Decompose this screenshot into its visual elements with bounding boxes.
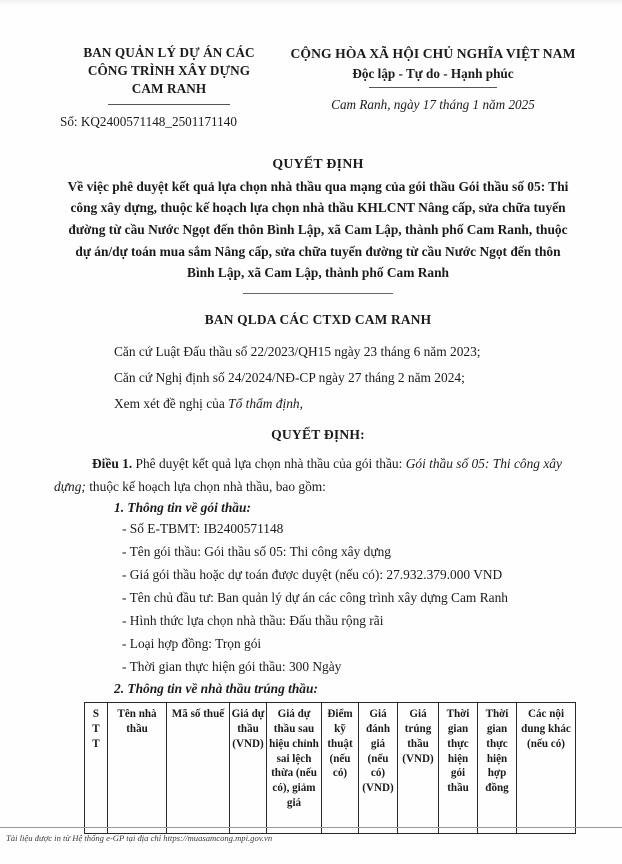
motto-divider-rule <box>369 87 497 88</box>
column-header-stt <box>85 703 108 834</box>
package-item-selection-method: - Hình thức lựa chọn nhà thầu: Đấu thầu rộng rãi <box>122 612 384 628</box>
article-label: Điều 1. <box>92 455 133 471</box>
section-1-heading: 1. Thông tin về gói thầu: <box>114 499 251 515</box>
article-1-paragraph <box>54 452 582 498</box>
column-header-evaluated-price: Giá đánh giá (nếu có) (VND) <box>359 703 398 834</box>
stt-letter-3: T <box>92 737 100 750</box>
page-top-band <box>0 0 622 5</box>
legal-basis-block <box>54 339 582 417</box>
column-header-other-content: Các nội dung khác (nếu có) <box>517 703 576 834</box>
column-header-winning-price: Giá trúng thầu (VND) <box>398 703 439 834</box>
org-line-1: BAN QUẢN LÝ DỰ ÁN CÁC <box>83 45 255 60</box>
winning-bidder-table-wrap <box>54 702 582 834</box>
proposal-body: Tổ thẩm định, <box>228 396 303 412</box>
column-header-adjusted-bid-price: Giá dự thầu sau hiệu chỉnh sai lệch thừa (nếu có), giảm giá <box>267 703 322 834</box>
column-header-technical-score: Điểm kỹ thuật (nếu có) <box>322 703 359 834</box>
article-text-before: Phê duyệt kết quả lựa chọn nhà thầu của gói thầu: <box>132 455 406 471</box>
issuing-organization-block <box>54 30 284 130</box>
column-header-bid-price: Giá dự thầu (VND) <box>230 703 267 834</box>
article-package-name: Gói thầu số 05: Thi công xây dựng; <box>54 455 562 494</box>
table-head <box>85 703 576 834</box>
decision-section-heading: QUYẾT ĐỊNH: <box>271 426 365 442</box>
place-and-date: Cam Ranh, ngày 17 tháng 1 năm 2025 <box>331 97 535 113</box>
section-1-items <box>54 517 582 678</box>
document-header <box>54 30 582 130</box>
stt-letter-2: T <box>92 722 100 735</box>
national-heading-block <box>284 30 582 113</box>
package-item-price: - Giá gói thầu hoặc dự toán được duyệt (nếu có): 27.932.379.000 VND <box>122 566 503 582</box>
footer-source-note: Tài liệu được in từ Hệ thống e-GP tại địa chỉ https://muasamcong.mpi.gov.vn <box>6 833 273 843</box>
issuing-authority: BAN QLDA CÁC CTXD CAM RANH <box>204 312 432 328</box>
stt-letter-stack <box>86 707 106 752</box>
package-item-contract-type: - Loại hợp đồng: Trọn gói <box>122 635 262 651</box>
org-divider-rule <box>108 104 230 105</box>
national-title: CỘNG HÒA XÃ HỘI CHỦ NGHĨA VIỆT NAM <box>290 46 576 61</box>
org-line-3: CAM RANH <box>131 81 207 97</box>
proposal-prefix: Xem xét đề nghị của <box>114 396 229 412</box>
national-motto: Độc lập - Tự do - Hạnh phúc <box>352 66 514 82</box>
package-item-duration: - Thời gian thực hiện gói thầu: 300 Ngày <box>122 658 342 674</box>
decision-keyword: QUYẾT ĐỊNH <box>272 155 364 171</box>
table-header-row <box>85 703 576 834</box>
column-header-bidder-name: Tên nhà thầu <box>108 703 167 834</box>
legal-basis-line-2: Căn cứ Nghị định số 24/2024/NĐ-CP ngày 27 tháng 2 năm 2024; <box>114 370 465 386</box>
title-block <box>54 156 582 295</box>
column-header-tax-code: Mã số thuế <box>167 703 230 834</box>
article-text-after: thuộc kế hoạch lựa chọn nhà thầu, bao gồm: <box>85 478 326 494</box>
package-item-investor: - Tên chủ đầu tư: Ban quản lý dự án các công trình xây dựng Cam Ranh <box>122 589 508 605</box>
footer-divider-rule <box>0 827 622 828</box>
org-line-2: CÔNG TRÌNH XÂY DỰNG <box>87 63 251 79</box>
legal-basis-line-3 <box>114 391 582 417</box>
decision-subject: Về việc phê duyệt kết quả lựa chọn nhà thầu qua mạng của gói thầu Gói thầu số 05: Thi công xây dựng, thuộc kế hoạch lựa chọn nhà thầu KHLCNT Nâng cấp, sửa chữa tuyến đường từ cầu Nước Ngọt đến thôn Bình Lập, xã Cam Lập, thành phố Cam Ranh, thuộc dự án/dự toán mua sắm Nâng cấp, sửa chữa tuyến đường từ cầu Nước Ngọt đến thôn Bình Lập, xã Cam Lập, thành phố Cam Ranh <box>67 178 569 281</box>
column-header-package-duration: Thời gian thực hiện gói thầu <box>439 703 478 834</box>
package-item-ebidding-number: - Số E-TBMT: IB2400571148 <box>122 520 284 536</box>
section-2-heading: 2. Thông tin về nhà thầu trúng thầu: <box>114 681 318 697</box>
document-content <box>54 30 582 834</box>
stt-letter-1: S <box>92 708 100 721</box>
document-number: Số: KQ2400571148_2501171140 <box>60 113 237 129</box>
legal-basis-line-1: Căn cứ Luật Đấu thầu số 22/2023/QH15 ngày 23 tháng 6 năm 2023; <box>114 344 481 360</box>
column-header-contract-duration: Thời gian thực hiện hợp đồng <box>478 703 517 834</box>
package-item-name: - Tên gói thầu: Gói thầu số 05: Thi công xây dựng <box>122 543 391 559</box>
winning-bidder-table <box>84 702 576 834</box>
title-divider-rule <box>243 293 393 294</box>
